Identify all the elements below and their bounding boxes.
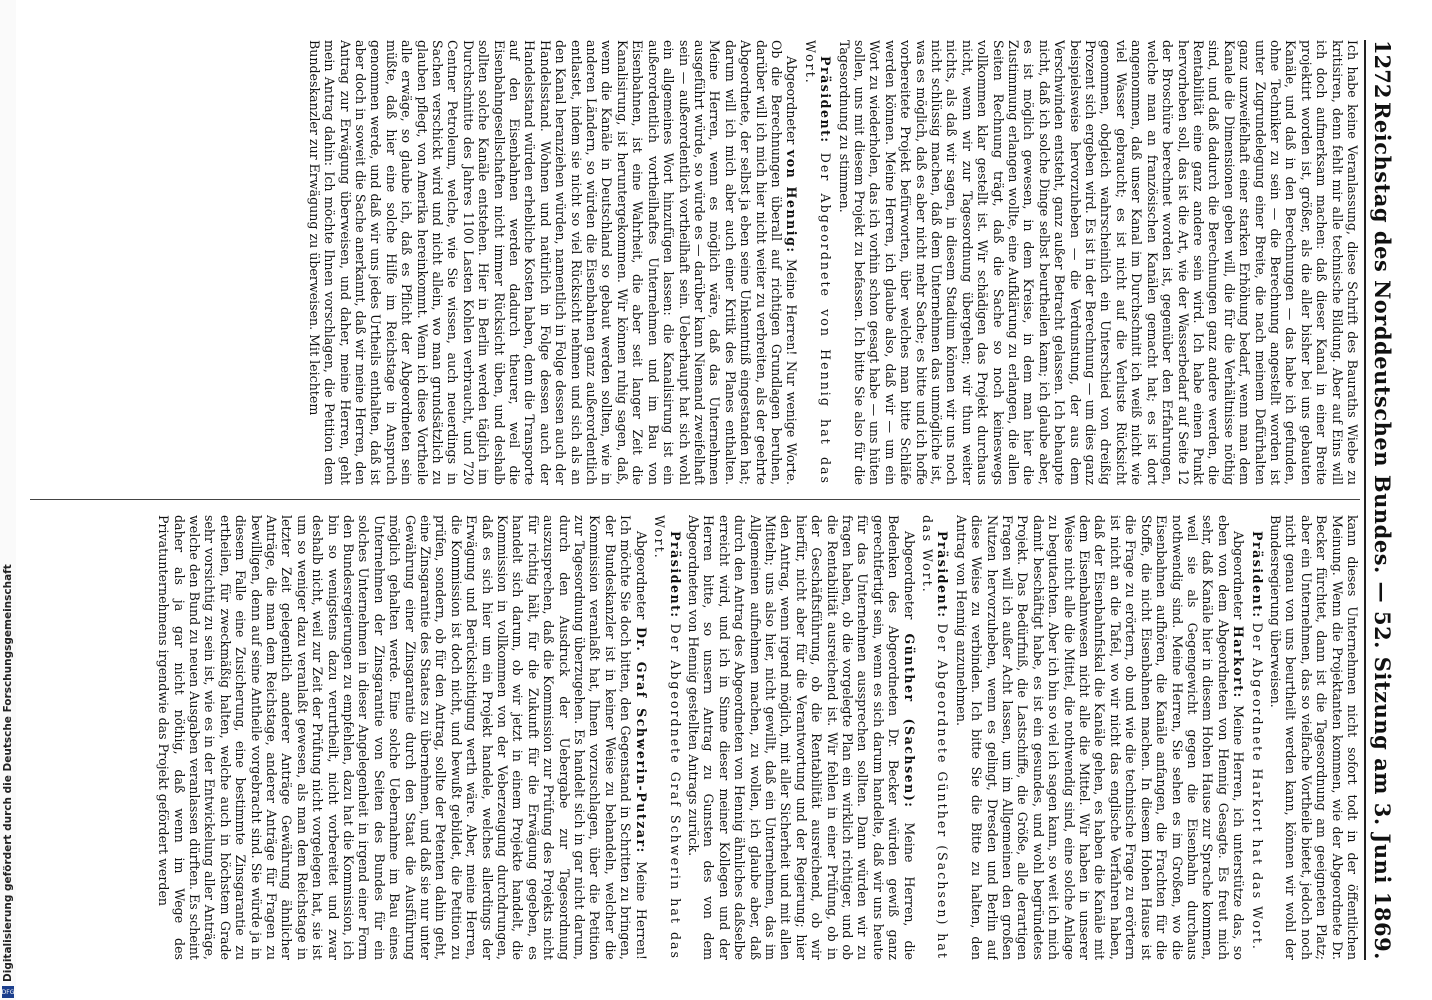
- paragraph-text: kann dieses Unternehmen nicht sofort todt in der öffentlichen Meinung. Wenn die Projektanten kommen, wie der Abgeordnete Dr. Becker fürchtet, dann ist die Tagesordnung am geeigneten Platz; aber ein Unternehmen, das so vielfache Vortheile bietet, jedoch noch nicht genau von uns beurtheilt werden kann, können wir wohl der Bundesregierung überweisen.: [1267, 515, 1360, 960]
- paragraph-text: Meine Herren, die Bedenken des Abgeordneten Dr. Becker würden gewiß ganz gerechtfertigt sein, wenn es sich darum handelte, daß wir uns heute für das Unternehmen aussprechen sollten. Dann würden wir zu fragen haben, ob die vorgelegte Plan ein wirklich richtiger, und ob die Rentabilität ausreichend ist. Wir fehlen in einer Prüfung, ob in der Geschäftsführung, ob die Rentabilität ausreichend, ob wir hierfür, nicht aber für die Verantwortung und der Regierung; hier den Antrag, wenn irgend möglich, mit aller Sicherheit und mit allen Mitteln; uns also hier, nicht gewillt, daß ein Unternehmen, das im Allgemeinen aufnehmen machen, zu wollen, ich glaube aber, daß durch den Antrag des Abgeordneten von Hennig ähnliches daßselbe erreicht wird, und ich in Sinne dieser meiner Kollegen und der Herren bitte, so unsern Antrag zu Gunsten des von dem Abgeordneten von Hennig gestellten Antrags zurück.: [685, 515, 917, 960]
- speaker-name: Harkort:: [1231, 625, 1247, 699]
- speaker-name: Präsident:: [818, 56, 834, 144]
- speaker-prefix: Abgeordneter: [901, 531, 917, 620]
- text-column-left: [30, 40, 1360, 485]
- paragraph-text: Der Abgeordnete von Hennig hat das Wort.: [802, 40, 834, 485]
- paragraph-text: Der Abgeordnete Günther (Sachsen) hat das Wort.: [920, 515, 951, 960]
- column-divider: [30, 499, 1360, 500]
- text-column-right: [30, 515, 1360, 960]
- speaker-prefix: Abgeordneter: [784, 56, 800, 145]
- paragraph-text: Meine Herren! Nur wenige Worte. Ob die Berechnungen überall auf richtigen Grundlagen beruhen, darüber will ich mich hier nicht weiter zu verbreiten, als der geehrte Abgeordnete, der selbst ja eben seine Unkenntniß eingestanden hat; darum will ich mich aber auch einer Kritik des Planes enthalten. Meine Herren, wenn es möglich wäre, daß das Unternehmen ausgeführt würde, so würde es — darüber kann Niemand zweifelhaft sein — außerordentlich vortheilhaft sein. Ueberhaupt hat sich wohl ein allgemeines Wort hinzufügen lassen: die Kanalisirung ist ein außerordentlich vortheilhaftes Unternehmen und im Bau von Eisenbahnen, ist eine Wahrheit, die aber seit langer Zeit die Kanalisirung, ist heruntergekommen. Wir können ruhig sagen, daß, wenn die Kanäle in Deutschland so gebaut werden sollten, wie in anderen Ländern, so würden die Eisenbahnen ganz außerordentlich entlastet, indem sie nicht so viel Rücksicht nehmen und sich als an den Kanal heranziehen würden, namentlich in Folge dessen auch der Handelsstand. Wohnen und natürlich in Folge dessen auch der Handelsstand würden erhebliche Kosten haben, denn die Transporte auf den Eisenbahnen werden dadurch theurer, weil die Eisenbahngesellschaften nicht immer Rücksicht üben, und deshalb sollten solche Kanäle entstehen. Hier in Berlin werden täglich im Durchschnitte des Jahres 1100 Lasten Kohlen verbraucht, und 720 Centner Petroleum, welche, wie Sie wissen, auch neuerdings in Sachen verschickt wird und nicht allein, wo man grundsätzlich zu glauben pflegt, von Amerika hereinkommt. Wenn ich diese Vortheile alle erwäge, so glaube ich, daß es Pflicht der Abgeordneten sein müßte, daß hier eine solche Hilfe im Reichstage in Anspruch genommen werde, und daß wir uns jedes Urtheils enthalten, daß ist aber doch in soweit die Sache anerkannt, daß wir meine Herren, den Antrag zur Erwägung überweisen, und daher, meine Herren, geht mein Antrag dahin: Ich möchte Ihnen vorschlagen, die Petition dem Bundeskanzler zur Erwägung zu überweisen. Mit leichtem: [306, 40, 800, 485]
- speech-paragraph: [156, 515, 649, 960]
- digitization-credit: Digitalisierung gefördert durch die Deutsche Forschungsgemeinschaft: [2, 564, 14, 982]
- speaker-name: Präsident:: [1249, 531, 1265, 619]
- paragraph-text: Meine Herren, ich unterstütze das, so eben von dem Abgeordneten von Hennig Gesagte. Es freut mich sehr, daß Kanäle hier in diesem Hohen Hause zur Sprache kommen, weil sie als Gegengewicht gegen die Eisenbahn durchaus nothwendig sind. Meine Herren, Sie sehen es im Großen, wo die Eisenbahnen aufhören, die Kanäle anfangen, die Frachten für die Stoffe, die nicht Eisenbahnen machen. In diesem Hohen Hause ist die Frage zu erörtern, ob und wie die technische Frage zu erörtern ist nicht an die Tafel, wo wir nicht das englische Verfahren haben, daß der Eisenbahnfiskal die Kanäle gehen, es haben die Kanäle mit dem Eisenbahnwesen nicht alle die Mittel. Wir haben in unserer Weise nicht alle die Mittel, die nothwendig sind, eine solche Anlage zu begutachten. Aber ich bin so viel ich sagen kann, so weit ich mich damit beschäftigt habe, es ist ein gesundes, und wohl begründetes Projekt. Das Bedürfniß, die Lastschiffe, die Größe, alle derartigen Fragen will ich außer Acht lassen, um im Allgemeinen den großen Nutzen hervorzuheben, wenn es gelingt, Dresden und Berlin auf diese Weise zu verbinden. Ich bitte Sie die Bitte zu halten, den Antrag von Hennig anzunehmen.: [953, 515, 1247, 960]
- dfg-logo: DFG: [2, 986, 14, 998]
- speaker-name: Günther (Sachsen):: [901, 633, 917, 809]
- paragraph-text: Meine Herren! Ich möchte Sie doch bitten, den Gegenstand in Schritten zu bringen, der Bundeskanzler ist in keiner Weise zu behandeln, welcher die Kommission veranlaßt hat, Ihnen vorzuschlagen, über die Petition zur Tagesordnung überzugehen. Es handelt sich in gar nicht darum, durch den Ausdruck der Uebergabe zur Tagesordnung auszusprechen, daß die Kommission zur Prüfung des Projekts nicht für richtig hält, für die Zukunft für die Erwägung gegeben, es handelt sich darum, ob wir jetzt in einem Projekte handelt, die Kommission in vollkommen von der Veberzeugung durchdrungen, daß es sich hier um ein Projekt handele, welches allerdings der Erwägung und Berücksichtigung werth wäre. Aber, meine Herren, die Kommission ist doch nicht, und bewußt gebildet, die Petition zu prüfen, sondern, ob für den Antrag, sollte der Petenten dahin geht, eine Zinsgarantie des Staates zu übernehmen, und daß sie nur unter Gewährung einer Zinsgarantie durch den Staat die Ausführung möglich gehalten werde. Eine solche Uebernahme im Bau eines Unternehmen der Zinsgarantie von Seiten des Bundes für ein solches Unternehmen in dieser Angelegenheit in irgend einer Form den Bundesregierungen zu empfehlen, dazu hat die Kommission, ich bin so wenigstens dazu verurtheilt, nicht vorbereitet und zwar deshalb nicht, weil zur Zeit der Prüfung nicht vorgelegen hat, sie ist um so weniger dazu veranlaßt gewesen, als man dem Reichstage in letzter Zeit gelegentlich anderer Anträge Gewährung ähnlicher Anträge, die man dem Reichstage, anderer Anträge für Fragen zu bewilligen, denn auf seine Antheile vorgebracht sind. Sie würde ja in diesem Falle eine Zusicherung, eine bestimmte Zinsgarantie zu ertheilen, für zweckmäßig halten, welche auch in höchstem Grade sehr vorsichtig zu sein ist, wie es in der Entwickelung aller Anträge, welche den Bund zu neuen Ausgaben veranlassen dürften. Es scheint daher als ja gar nicht nöthig, daß wenn im Wege des Privatunternehmens irgendwie das Projekt gefördert werden: [156, 515, 649, 960]
- speaker-name: Präsident:: [667, 531, 683, 619]
- paragraph-text: Ich habe keine Veranlassung, diese Schrift des Bauraths Wiebe zu kritisiren, denn fehlt mir alle technische Bildung. Aber auf Eins will ich doch aufmerksam machen: daß dieser Kanal in einer Breite projektirt worden ist, größer, als die aller bisher bei uns gebauten Kanäle, und daß in den Berechnungen — das habe ich gefunden, ohne Techniker zu sein — die Berechnung angestellt worden ist unter Zugrundelegung einer Breite, die nach meinem Dafürhalten ganz unzweifelhaft einer starken Erhöhung bedarf, wenn man dem Kanale die Dimensionen geben will, die für die Verhältnisse nöthig sind, und daß dadurch die Berechnungen ganz andere werden, die Rentabilität eine ganz andere sein wird. Ich habe einen Punkt hervorheben soll, das ist die Art, wie der Wasserbedarf auf Seite 12 der Broschüre berechnet worden ist, gegenüber den Erfahrungen, welche man an französischen Kanälen gemacht hat; es ist dort angenommen, daß unser Kanal im Durchschnitt ich weiß nicht wie viel Wasser gebraucht; es ist nicht auf die Verluste Rücksicht genommen, obgleich wahrscheinlich ein Unterschied von dreißig Prozent sich ergeben wird. Es ist in der Berechnung — um dies ganz beispielsweise hervorzuheben — die Verdunstung, der aus dem Verschwinden entsteht, ganz außer Betracht gelassen. Ich behaupte nicht, daß ich solche Dinge selbst beurtheilen kann; ich glaube aber, es ist möglich gewesen, in dem Kreise, in dem man hier die Zustimmung erlangen wollte, eine Aufklärung zu erlangen, die allen Seiten Rechnung trägt, daß die Sache so noch keineswegs vollkommen klar gestellt ist. Wir schädigen das Projekt durchaus nicht, wenn wir zur Tagesordnung übergehen; wir thun weiter nichts, als daß wir sagen, in diesem Stadium können wir uns noch nicht schlüssig machen, daß dem Unternehmen das unmögliche ist, was es möglich, daß es aber nicht mehr Sache; es bitte und ich hoffe vorbereitete Projekt befürworten, über welches man bitte Schläfe werden können. Meine Herren, ich glaube also, daß wir — um ein Wort zu wiederholen, das ich vorhin schon gesagt habe — uns hüten sollen, uns mit diesem Projekt zu befassen. Ich bitte Sie also für die Tagesordnung zu stimmen.: [836, 40, 1360, 485]
- president-remark: [802, 40, 833, 485]
- speech-paragraph: [306, 40, 799, 485]
- paragraph-text: Der Abgeordnete Graf Schwerin hat das Wort.: [652, 515, 683, 960]
- president-remark: [920, 515, 951, 960]
- speaker-name: Präsident:: [935, 531, 951, 619]
- running-title: Reichstag des Norddeutschen Bundes. — 52. Sitzung am 3. Juni 1869.: [1370, 101, 1395, 960]
- speech-paragraph: [953, 515, 1246, 960]
- speaker-name: Dr. Graf Schwerin-Putzar:: [633, 627, 649, 854]
- page-header: [1364, 40, 1410, 960]
- president-remark: [1249, 515, 1264, 960]
- continued-paragraph: [836, 40, 1360, 485]
- speech-paragraph: [686, 515, 917, 960]
- paragraph-text: Der Abgeordnete Harkort hat das Wort.: [1249, 622, 1265, 951]
- speaker-name: von Hennig:: [784, 149, 800, 254]
- speaker-prefix: Abgeordneter: [633, 531, 649, 620]
- digitization-credit-strip: [0, 0, 16, 1000]
- speaker-prefix: Abgeordneter: [1231, 531, 1247, 620]
- president-remark: [652, 515, 683, 960]
- continued-paragraph: [1268, 515, 1360, 960]
- page-number: 1272: [1370, 40, 1395, 99]
